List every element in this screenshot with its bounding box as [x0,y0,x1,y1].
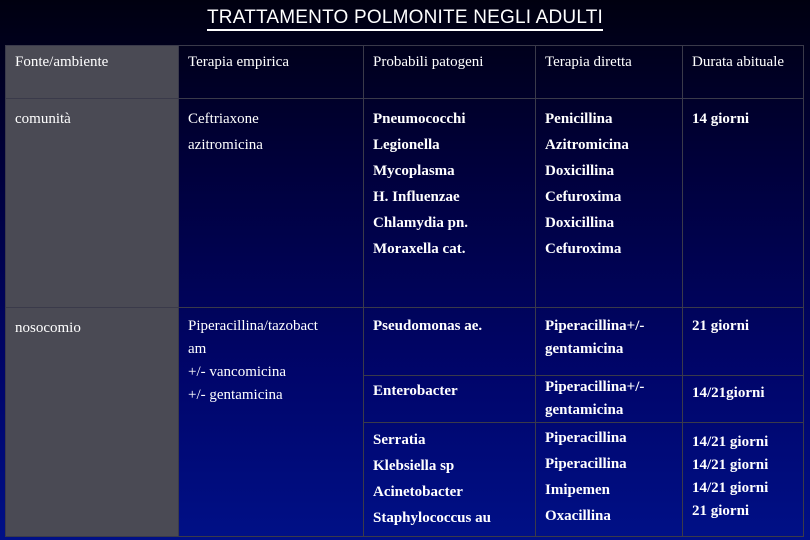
direct-comunita: Penicillina Azitromicina Doxicillina Cefuroxima Doxicillina Cefuroxima [536,99,683,308]
setting-comunita: comunità [6,99,179,308]
slide-title-text: TRATTAMENTO POLMONITE NEGLI ADULTI [207,7,603,31]
table-header-row [6,46,804,99]
table-row-comunita [6,99,804,308]
pathogens-comunita: Pneumococchi Legionella Mycoplasma H. Influenzae Chlamydia pn. Moraxella cat. [364,99,536,308]
empiric-nosocomio: Piperacillina/tazobact am +/- vancomicina +/- gentamicina [179,308,364,537]
treatment-table [5,45,804,537]
pathogens-nosocomio-3: Serratia Klebsiella sp Acinetobacter Staphylococcus au [364,423,536,537]
duration-nosocomio-2: 14/21giorni [683,376,804,423]
setting-nosocomio: nosocomio [6,308,179,537]
direct-nosocomio-3: Piperacillina Piperacillina Imipemen Oxacillina [536,423,683,537]
duration-nosocomio-1: 21 giorni [683,308,804,376]
pathogens-nosocomio-2: Enterobacter [364,376,536,423]
header-fonte-ambiente: Fonte/ambiente [6,46,179,99]
direct-nosocomio-2: Piperacillina+/- gentamicina [536,376,683,423]
table-row-nosocomio-1 [6,308,804,376]
header-durata-abituale: Durata abituale [683,46,804,99]
header-probabili-patogeni: Probabili patogeni [364,46,536,99]
header-terapia-diretta: Terapia diretta [536,46,683,99]
slide-title [0,7,810,29]
direct-nosocomio-1: Piperacillina+/- gentamicina [536,308,683,376]
header-terapia-empirica: Terapia empirica [179,46,364,99]
duration-comunita: 14 giorni [683,99,804,308]
pathogens-nosocomio-1: Pseudomonas ae. [364,308,536,376]
empiric-comunita: Ceftriaxone azitromicina [179,99,364,308]
duration-nosocomio-3: 14/21 giorni 14/21 giorni 14/21 giorni 21 giorni [683,423,804,537]
